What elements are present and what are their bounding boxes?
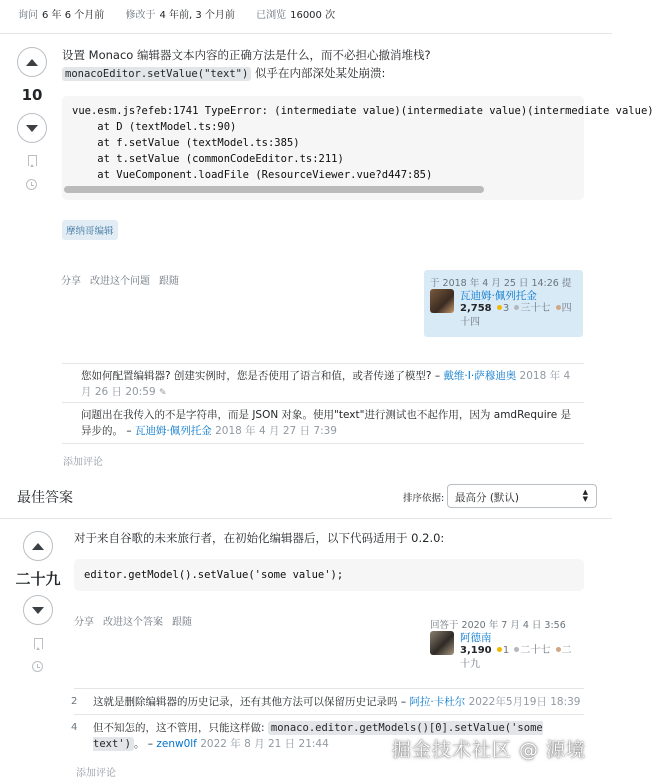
code-horizontal-scrollbar[interactable] — [64, 186, 484, 193]
comment-date[interactable]: 2022 年 8 月 21 日 21:44 — [200, 738, 329, 750]
comment-author-link[interactable]: zenw0lf — [156, 738, 197, 750]
answer-score: 二十九 — [15, 570, 61, 588]
answer-code-block — [74, 559, 584, 591]
bookmark-icon[interactable] — [34, 638, 43, 649]
answerer-avatar[interactable] — [430, 631, 454, 655]
history-icon[interactable] — [32, 661, 43, 672]
arrow-down-icon — [26, 125, 38, 132]
tag-monaco-editor[interactable]: 摩纳哥编辑 — [62, 220, 118, 240]
comment-date[interactable]: 2018 年 4 月 26 日 20:59 — [81, 370, 571, 398]
answer-text: 对于来自谷歌的未来旅行者，在初始化编辑器后，以下代码适用于 0.2.0: — [74, 531, 445, 545]
comment-vote-count: 2 — [71, 696, 78, 707]
comment-date[interactable]: 2018 年 4 月 27 日 7:39 — [215, 425, 337, 437]
question-inline-code: monacoEditor.setValue("text") — [62, 67, 251, 81]
question-text-after-code: 似乎在内部深处某处崩溃: — [254, 66, 386, 80]
arrow-up-icon — [32, 543, 44, 550]
answerer-name-link[interactable]: 阿德南 — [460, 632, 492, 644]
question-actions — [61, 272, 188, 287]
share-link[interactable]: 分享 — [61, 276, 81, 287]
question-code: vue.esm.js?efeb:1741 TypeError: (intermediate value)(intermediate value)(intermediate value) at D (textModel.ts:90) at f.setValue (textModel.ts:385) at t.setValue (commonCodeEditor.ts:211) at VueComponent.loadFile (ResourceViewer.vue?d447:85) — [72, 105, 654, 181]
comment-item: 问题出在我传入的不是字符串，而是 JSON 对象。使用"text"进行测试也不起作用，因为 amdRequire 是异步的。 – 瓦迪姆·佩列托金 2018 年 4 月 27 日 7:39 — [81, 409, 572, 437]
sort-select[interactable] — [447, 484, 597, 508]
comments-divider — [62, 443, 584, 444]
answerer-rep-score: 3,190 — [460, 645, 492, 656]
comment-vote-count: 4 — [71, 722, 78, 733]
asked-label: 询问 — [18, 10, 38, 21]
follow-link[interactable]: 跟随 — [172, 617, 192, 628]
comment-text-after: 。 – — [133, 738, 154, 750]
asker-rep-score: 2,758 — [460, 303, 492, 314]
watermark: 掘金技术社区 @ 源境 — [391, 739, 586, 761]
answer-code: editor.getModel().setValue('some value'); — [84, 569, 344, 581]
comments-divider — [74, 688, 584, 689]
viewed-value: 16000 次 — [290, 10, 336, 21]
comment-text: 您如何配置编辑器? 创建实例时，您是否使用了语言和值，或者传递了模型? — [81, 370, 432, 382]
comments-divider — [62, 363, 584, 364]
edited-pencil-icon: ✎ — [158, 388, 167, 398]
question-score: 10 — [21, 86, 43, 104]
follow-link[interactable]: 跟随 — [159, 276, 179, 287]
divider — [0, 33, 612, 34]
comment-text: 但不知怎的，这不管用，只能这样做: — [93, 722, 265, 734]
asker-bronze-count: 四十四 — [460, 303, 572, 328]
asker-gold-count: 3 — [502, 303, 510, 314]
bronze-badge-icon — [556, 305, 561, 310]
question-upvote-button[interactable] — [17, 47, 47, 77]
answerer-reputation — [460, 644, 572, 672]
bookmark-icon[interactable] — [28, 155, 37, 166]
question-downvote-button[interactable] — [17, 113, 47, 143]
question-body — [62, 46, 592, 83]
gold-badge-icon — [497, 647, 502, 652]
divider — [0, 518, 612, 519]
comment-inline-code: monaco.editor.getModels()[0].setValue('some text') — [93, 722, 543, 750]
asker-silver-count: 三十七 — [520, 303, 551, 314]
question-code-block — [62, 96, 654, 200]
question-text: 设置 Monaco 编辑器文本内容的正确方法是什么，而不必担心撤消堆栈? — [62, 48, 431, 62]
asker-reputation — [460, 302, 572, 330]
share-link[interactable]: 分享 — [74, 617, 94, 628]
sort-selected-value: 最高分 (默认) — [455, 492, 520, 504]
answer-downvote-button[interactable] — [23, 595, 53, 625]
arrow-up-icon — [26, 59, 38, 66]
asker-card — [424, 270, 583, 337]
viewed-label: 已浏览 — [256, 10, 287, 21]
asker-avatar[interactable] — [430, 289, 454, 313]
answerer-gold-count: 1 — [502, 645, 510, 656]
modified-value[interactable]: 4 年前, 3 个月前 — [159, 10, 235, 21]
add-comment-link[interactable]: 添加评论 — [76, 768, 116, 779]
answerer-bronze-count: 二十九 — [460, 645, 572, 670]
comments-divider — [74, 714, 584, 715]
sort-label: 排序依据: — [403, 493, 445, 504]
comment-text: 问题出在我传入的不是字符串，而是 JSON 对象。使用"text"进行测试也不起作用，因为 amdRequire 是异步的。 — [81, 409, 572, 437]
answerer-card — [424, 612, 583, 676]
answer-upvote-button[interactable] — [23, 531, 53, 561]
comment-date[interactable]: 2022年5月19日 18:39 — [468, 696, 581, 708]
arrow-down-icon — [32, 607, 44, 614]
improve-question-link[interactable]: 改进这个问题 — [90, 276, 150, 287]
asked-time: 于 2018 年 4 月 25 日 14:26 提 — [430, 278, 572, 289]
silver-badge-icon — [514, 305, 519, 310]
asker-name-link[interactable]: 瓦迪姆·佩列托金 — [460, 290, 537, 302]
comment-text: 这就是删除编辑器的历史记录，还有其他方法可以保留历史记录吗 – — [93, 696, 407, 708]
question-meta — [18, 6, 353, 21]
add-comment-link[interactable]: 添加评论 — [63, 457, 103, 468]
sort-chevron-icon: ▲ ▼ — [582, 488, 588, 503]
comments-divider — [62, 402, 584, 403]
comment-item — [71, 694, 583, 710]
comment-author-link[interactable]: 瓦迪姆·佩列托金 — [134, 425, 212, 437]
asked-value: 6 年 6 个月前 — [42, 10, 105, 21]
comment-author-link[interactable]: 戴维·I·萨穆迪奥 — [443, 370, 517, 382]
answer-actions — [74, 613, 201, 628]
improve-answer-link[interactable]: 改进这个答案 — [103, 617, 163, 628]
comment-item: 您如何配置编辑器? 创建实例时，您是否使用了语言和值，或者传递了模型? – 戴维·I·萨穆迪奥 2018 年 4 月 26 日 20:59 ✎ — [81, 370, 571, 398]
answered-time: 回答于 2020 年 7 月 4 日 3:56 — [430, 620, 566, 631]
history-icon[interactable] — [26, 179, 37, 190]
bronze-badge-icon — [556, 647, 561, 652]
silver-badge-icon — [514, 647, 519, 652]
comment-author-link[interactable]: 阿拉·卡杜尔 — [409, 696, 466, 708]
answerer-silver-count: 二十七 — [520, 645, 551, 656]
answers-title: 最佳答案 — [17, 490, 73, 506]
gold-badge-icon — [497, 305, 502, 310]
modified-label: 修改于 — [125, 10, 156, 21]
